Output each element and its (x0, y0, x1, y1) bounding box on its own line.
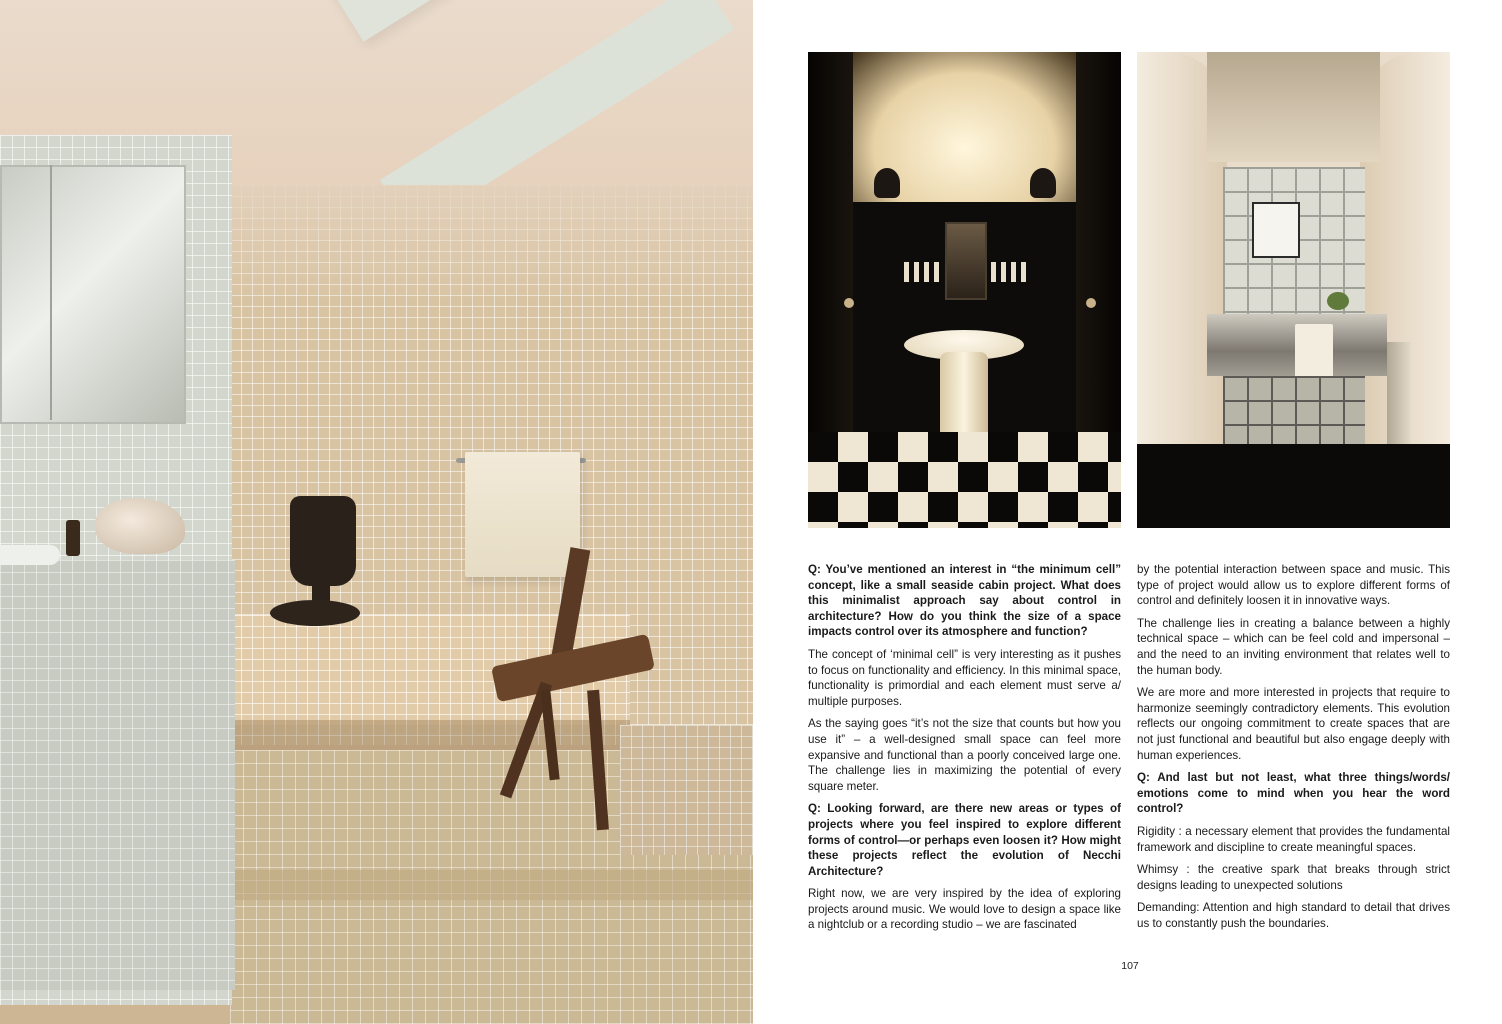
question-looking-forward: Q: Looking forward, are there new areas or types of projects where you feel inspired to explore different forms of control—or perhaps even loosen it? How might these projects reflect the evolution of Necchi Architecture? (808, 802, 1121, 878)
answer-whimsy: Whimsy : the creative spark that breaks through strict designs leading to unexpected solutions (1137, 863, 1450, 892)
answer-paragraph: We are more and more interested in projects that require to harmonize seemingly contradictory elements. This evolution reflects our ongoing commitment to create spaces that are not just functional and beautiful but also engage deeply with human experiences. (1137, 686, 1450, 762)
answer-paragraph: As the saying goes “it’s not the size that counts but how you use it” – a well-designed small space can feel more expansive and functional than a poorly conceived large one. The challenge lies in maximizing the potential of every square meter. (808, 717, 1121, 793)
answer-paragraph: by the potential interaction between space and music. This type of project would allow us to explore different forms of control and definitely loosen it in innovative ways. (1137, 563, 1450, 608)
answer-rigidity: Rigidity : a necessary element that provides the fundamental framework and discipline to create meaningful spaces. (1137, 824, 1450, 854)
answer-paragraph: The challenge lies in creating a balance between a highly technical space – which can be feel cold and impersonal – and the need to an inviting environment that relates well to the human body. (1137, 616, 1450, 677)
article-column-1 (808, 562, 1121, 940)
answer-paragraph: Right now, we are very inspired by the idea of exploring projects around music. We would love to design a space like a nightclub or a recording studio – we are fascinated (808, 887, 1121, 932)
question-minimum-cell: Q: You’ve mentioned an interest in “the minimum cell” concept, like a small seaside cabin project. What does this minimalist approach say about control in architecture? How do you think the size of a space impacts control over its atmosphere and function? (808, 563, 1121, 639)
answer-demanding: Demanding: Attention and high standard to detail that drives us to constantly push the boundaries. (1137, 901, 1450, 930)
page-number: 107 (1121, 960, 1139, 972)
glass-block-stainless-sink-photo (1137, 52, 1450, 528)
black-white-checkerboard-washroom-photo (808, 52, 1121, 528)
question-three-words: Q: And last but not least, what three things/words/ emotions come to mind when you hear the word control? (1137, 771, 1450, 816)
answer-paragraph: The concept of ‘minimal cell” is very interesting as it pushes to focus on functionality and efficiency. In this minimal space, functionality is primordial and each element must serve a/ multiple purposes. (808, 647, 1121, 708)
article-column-2 (1137, 562, 1450, 938)
